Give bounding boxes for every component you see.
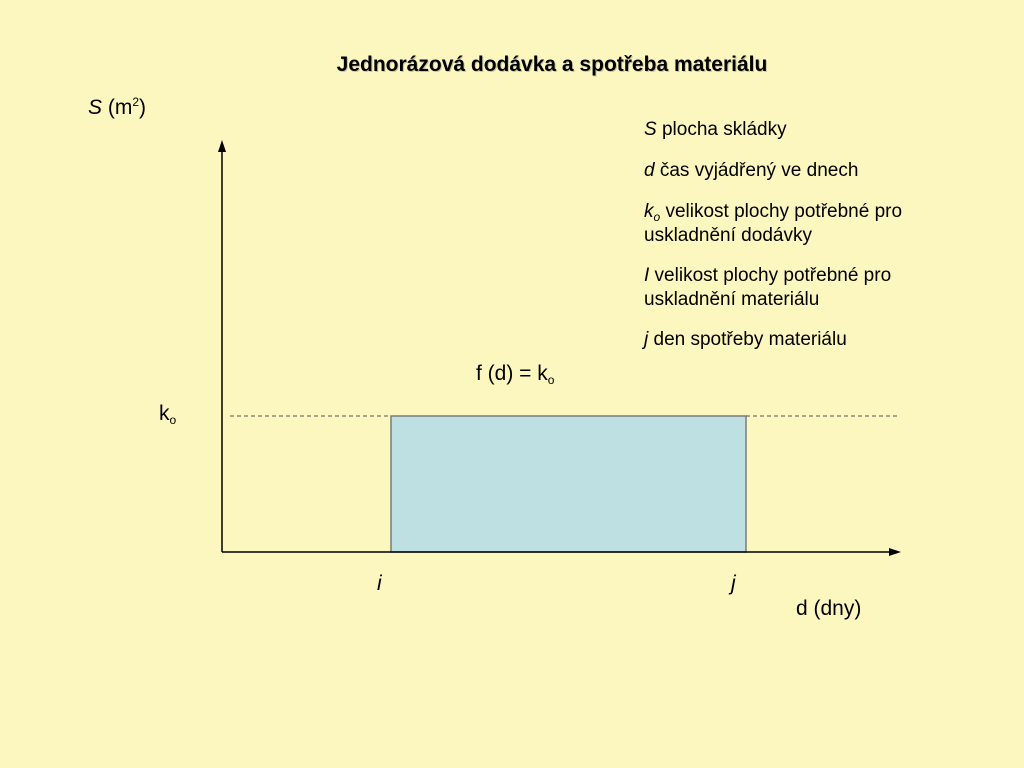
legend-symbol: k: [644, 201, 654, 222]
legend-text: plocha skládky: [656, 119, 787, 140]
y-axis-symbol: S: [88, 96, 103, 119]
y-axis-arrowhead: [218, 140, 226, 152]
y-axis-unit-close: ): [139, 96, 147, 119]
legend-text: den spotřeby materiálu: [648, 329, 847, 350]
legend-symbol-sub: o: [653, 210, 661, 224]
legend-symbol: j: [644, 329, 649, 350]
formula-text: f (d) = k: [476, 362, 548, 385]
legend-text: velikost plochy potřebné pro uskladnění materiálu: [644, 265, 892, 310]
legend-symbol: S: [644, 119, 657, 140]
slide-title: Jednorázová dodávka a spotřeba materiálu: [336, 53, 768, 76]
storage-area-rect: [391, 416, 746, 552]
ko-label-base: k: [159, 402, 170, 425]
tick-i-text: i: [377, 572, 382, 595]
legend-symbol: d: [644, 160, 655, 181]
ko-label-sub: o: [169, 413, 177, 427]
formula-sub: o: [547, 373, 555, 387]
legend-text: velikost plochy potřebné pro uskladnění dodávky: [644, 201, 903, 246]
y-axis-unit-open: (m: [102, 96, 133, 119]
tick-j-text: j: [731, 572, 736, 595]
x-axis-label: d (dny): [796, 597, 862, 620]
y-axis-unit-exp: 2: [132, 95, 140, 109]
legend-text: čas vyjádřený ve dnech: [654, 160, 859, 181]
x-axis-arrowhead: [889, 548, 901, 556]
legend-symbol: I: [644, 265, 650, 286]
